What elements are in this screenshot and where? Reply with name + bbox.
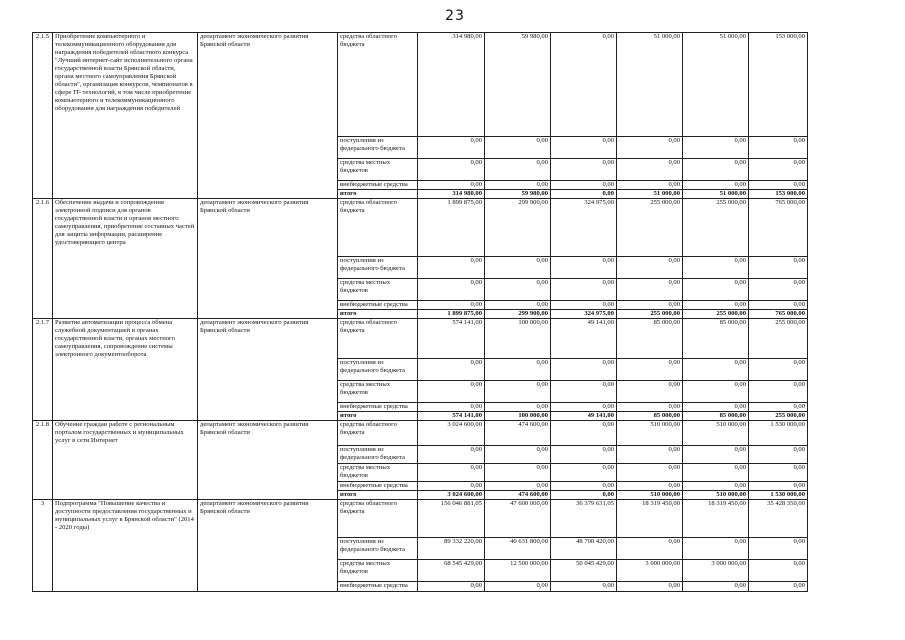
amount-cell: 0,00 [551, 482, 617, 491]
amount-cell: 0,00 [617, 301, 683, 310]
item-name: Развитие автоматизации процесса обмена служебной документацией в органах государственной власти, органах местного самоуправления, сопровождение системы электронного документооборота [53, 319, 198, 421]
funding-source-label: итого [338, 310, 418, 319]
amount-cell: 0,00 [418, 381, 485, 403]
amount-cell: 474 600,00 [485, 421, 551, 446]
amount-cell: 0,00 [418, 137, 485, 159]
amount-cell: 0,00 [551, 137, 617, 159]
amount-cell: 0,00 [418, 301, 485, 310]
amount-cell: 85 000,00 [617, 319, 683, 359]
amount-cell: 0,00 [551, 491, 617, 500]
amount-cell: 0,00 [683, 381, 749, 403]
amount-cell: 0,00 [617, 279, 683, 301]
amount-cell: 510 000,00 [683, 491, 749, 500]
amount-cell: 1 899 875,00 [418, 310, 485, 319]
amount-cell: 85 000,00 [683, 412, 749, 421]
item-number: 2.1.5 [33, 33, 53, 199]
amount-cell: 0,00 [485, 301, 551, 310]
amount-cell: 0,00 [683, 137, 749, 159]
amount-cell: 0,00 [683, 181, 749, 190]
amount-cell: 255 000,00 [683, 199, 749, 257]
amount-cell: 0,00 [617, 359, 683, 381]
amount-cell: 1 530 000,00 [749, 421, 808, 446]
funding-source-label: внебюджетные средства [338, 482, 418, 491]
amount-cell: 510 000,00 [683, 421, 749, 446]
amount-cell: 1 530 000,00 [749, 491, 808, 500]
funding-source-label: поступления из федерального бюджета [338, 359, 418, 381]
budget-table [32, 32, 808, 592]
amount-cell: 0,00 [749, 482, 808, 491]
funding-source-label: средства местных бюджетов [338, 464, 418, 482]
amount-cell: 0,00 [485, 482, 551, 491]
amount-cell: 1 899 875,00 [418, 199, 485, 257]
amount-cell: 51 000,00 [617, 33, 683, 137]
amount-cell: 85 000,00 [683, 319, 749, 359]
amount-cell: 0,00 [485, 464, 551, 482]
amount-cell: 324 975,00 [551, 199, 617, 257]
amount-cell: 0,00 [418, 582, 485, 592]
executor-name: департамент экономического развития Брянской области [198, 319, 338, 421]
amount-cell: 0,00 [418, 159, 485, 181]
amount-cell: 0,00 [485, 359, 551, 381]
funding-source-label: средства областного бюджета [338, 33, 418, 137]
amount-cell: 255 000,00 [683, 310, 749, 319]
table-row [33, 421, 808, 446]
executor-name: департамент экономического развития Брянской области [198, 33, 338, 199]
amount-cell: 0,00 [683, 538, 749, 560]
amount-cell: 48 700 420,00 [551, 538, 617, 560]
table-row [33, 500, 808, 538]
amount-cell: 47 600 000,00 [485, 500, 551, 538]
amount-cell: 0,00 [749, 359, 808, 381]
amount-cell: 68 545 429,00 [418, 560, 485, 582]
amount-cell: 0,00 [683, 257, 749, 279]
amount-cell: 51 000,00 [617, 190, 683, 199]
funding-source-label: поступления из федерального бюджета [338, 538, 418, 560]
amount-cell: 0,00 [749, 301, 808, 310]
amount-cell: 0,00 [551, 301, 617, 310]
amount-cell: 12 500 000,00 [485, 560, 551, 582]
amount-cell: 50 045 429,00 [551, 560, 617, 582]
amount-cell: 0,00 [749, 582, 808, 592]
item-name: Подпрограмма "Повышение качества и доступности предоставления государственных и муниципальных услуг в Брянской области" (2014 - 2020 годы) [53, 500, 198, 592]
amount-cell: 0,00 [617, 538, 683, 560]
amount-cell: 100 000,00 [485, 319, 551, 359]
amount-cell: 0,00 [683, 464, 749, 482]
amount-cell: 0,00 [749, 464, 808, 482]
amount-cell: 0,00 [683, 279, 749, 301]
amount-cell: 314 980,00 [418, 190, 485, 199]
funding-source-label: средства местных бюджетов [338, 381, 418, 403]
item-number: 2.1.8 [33, 421, 53, 500]
amount-cell: 0,00 [617, 137, 683, 159]
funding-source-label: поступления из федерального бюджета [338, 446, 418, 464]
amount-cell: 0,00 [485, 137, 551, 159]
executor-name: департамент экономического развития Брянской области [198, 500, 338, 592]
amount-cell: 574 141,00 [418, 412, 485, 421]
amount-cell: 0,00 [683, 301, 749, 310]
table-row [33, 33, 808, 137]
funding-source-label: итого [338, 412, 418, 421]
amount-cell: 49 141,00 [551, 412, 617, 421]
amount-cell: 18 319 450,00 [617, 500, 683, 538]
funding-source-label: итого [338, 190, 418, 199]
amount-cell: 0,00 [617, 257, 683, 279]
amount-cell: 0,00 [683, 582, 749, 592]
amount-cell: 0,00 [617, 482, 683, 491]
amount-cell: 314 980,00 [418, 33, 485, 137]
item-name: Приобретение компьютерного и телекоммуникационного оборудования для награждения победителей областного конкурса "Лучший интернет-сайт исполнительного органа государственной власти Брянской области, органа местного самоуправления Брянской области", организация конкурсов, чемпионатов в сфере IT- технологий, в том числе приобретение компьютерного и телекоммуникационного оборудования для награждения победителей [53, 33, 198, 199]
item-name: Обучение граждан работе с региональным порталом государственных и муниципальных услуг в сети Интернет [53, 421, 198, 500]
amount-cell: 0,00 [485, 279, 551, 301]
executor-name: департамент экономического развития Брянской области [198, 199, 338, 319]
funding-source-label: итого [338, 491, 418, 500]
funding-source-label: средства областного бюджета [338, 199, 418, 257]
amount-cell: 0,00 [418, 279, 485, 301]
amount-cell: 0,00 [551, 403, 617, 412]
amount-cell: 765 000,00 [749, 310, 808, 319]
funding-source-label: средства областного бюджета [338, 500, 418, 538]
amount-cell: 255 000,00 [749, 412, 808, 421]
funding-source-label: средства областного бюджета [338, 421, 418, 446]
amount-cell: 100 000,00 [485, 412, 551, 421]
amount-cell: 0,00 [551, 381, 617, 403]
funding-source-label: внебюджетные средства [338, 403, 418, 412]
amount-cell: 153 000,00 [749, 33, 808, 137]
amount-cell: 0,00 [551, 159, 617, 181]
amount-cell: 0,00 [749, 403, 808, 412]
amount-cell: 0,00 [418, 403, 485, 412]
amount-cell: 0,00 [749, 257, 808, 279]
amount-cell: 0,00 [683, 359, 749, 381]
amount-cell: 0,00 [551, 181, 617, 190]
table-row [33, 199, 808, 257]
amount-cell: 49 141,00 [551, 319, 617, 359]
amount-cell: 0,00 [418, 464, 485, 482]
amount-cell: 0,00 [551, 464, 617, 482]
amount-cell: 0,00 [749, 181, 808, 190]
amount-cell: 255 000,00 [749, 319, 808, 359]
amount-cell: 0,00 [683, 446, 749, 464]
amount-cell: 0,00 [485, 403, 551, 412]
amount-cell: 0,00 [617, 159, 683, 181]
amount-cell: 510 000,00 [617, 491, 683, 500]
amount-cell: 0,00 [617, 582, 683, 592]
amount-cell: 574 141,00 [418, 319, 485, 359]
amount-cell: 510 000,00 [617, 421, 683, 446]
funding-source-label: средства местных бюджетов [338, 560, 418, 582]
amount-cell: 0,00 [551, 257, 617, 279]
amount-cell: 0,00 [749, 446, 808, 464]
amount-cell: 40 631 800,00 [485, 538, 551, 560]
amount-cell: 299 900,00 [485, 199, 551, 257]
amount-cell: 255 000,00 [617, 199, 683, 257]
amount-cell: 0,00 [749, 159, 808, 181]
table-row [33, 319, 808, 359]
amount-cell: 36 379 631,05 [551, 500, 617, 538]
amount-cell: 0,00 [749, 279, 808, 301]
amount-cell: 153 000,00 [749, 190, 808, 199]
amount-cell: 51 000,00 [683, 190, 749, 199]
amount-cell: 0,00 [551, 446, 617, 464]
amount-cell: 0,00 [749, 538, 808, 560]
amount-cell: 0,00 [418, 482, 485, 491]
funding-source-label: внебюджетные средства [338, 181, 418, 190]
amount-cell: 0,00 [418, 181, 485, 190]
amount-cell: 18 319 450,00 [683, 500, 749, 538]
executor-name: департамент экономического развития Брянской области [198, 421, 338, 500]
amount-cell: 0,00 [551, 33, 617, 137]
amount-cell: 0,00 [617, 464, 683, 482]
amount-cell: 0,00 [551, 359, 617, 381]
amount-cell: 0,00 [749, 137, 808, 159]
amount-cell: 0,00 [551, 582, 617, 592]
amount-cell: 51 000,00 [683, 33, 749, 137]
amount-cell: 0,00 [418, 359, 485, 381]
amount-cell: 59 980,00 [485, 33, 551, 137]
amount-cell: 0,00 [485, 181, 551, 190]
funding-source-label: средства областного бюджета [338, 319, 418, 359]
amount-cell: 474 600,00 [485, 491, 551, 500]
amount-cell: 0,00 [485, 446, 551, 464]
amount-cell: 0,00 [485, 582, 551, 592]
amount-cell: 0,00 [749, 560, 808, 582]
amount-cell: 0,00 [551, 190, 617, 199]
item-number: 3 [33, 500, 53, 592]
amount-cell: 765 000,00 [749, 199, 808, 257]
amount-cell: 156 046 881,05 [418, 500, 485, 538]
amount-cell: 0,00 [617, 181, 683, 190]
amount-cell: 0,00 [617, 446, 683, 464]
funding-source-label: поступления из федерального бюджета [338, 137, 418, 159]
amount-cell: 3 024 600,00 [418, 421, 485, 446]
amount-cell: 0,00 [485, 257, 551, 279]
item-name: Обеспечение выдачи и сопровождения электронной подписи для органов государственной власти и органов местного самоуправления, приобретение составных частей для защиты информации, расширение удостоверяющего центра [53, 199, 198, 319]
amount-cell: 35 428 350,00 [749, 500, 808, 538]
amount-cell: 324 975,00 [551, 310, 617, 319]
amount-cell: 0,00 [485, 381, 551, 403]
amount-cell: 3 000 000,00 [617, 560, 683, 582]
page-number: 23 [445, 8, 465, 24]
funding-source-label: средства местных бюджетов [338, 279, 418, 301]
funding-source-label: внебюджетные средства [338, 582, 418, 592]
amount-cell: 85 000,00 [617, 412, 683, 421]
amount-cell: 0,00 [749, 381, 808, 403]
amount-cell: 3 024 600,00 [418, 491, 485, 500]
amount-cell: 0,00 [683, 159, 749, 181]
amount-cell: 0,00 [683, 403, 749, 412]
amount-cell: 0,00 [617, 381, 683, 403]
item-number: 2.1.7 [33, 319, 53, 421]
amount-cell: 89 332 220,00 [418, 538, 485, 560]
funding-source-label: поступления из федерального бюджета [338, 257, 418, 279]
amount-cell: 0,00 [485, 159, 551, 181]
amount-cell: 0,00 [418, 257, 485, 279]
amount-cell: 255 000,00 [617, 310, 683, 319]
amount-cell: 299 900,00 [485, 310, 551, 319]
amount-cell: 3 000 000,00 [683, 560, 749, 582]
amount-cell: 0,00 [551, 279, 617, 301]
amount-cell: 0,00 [551, 421, 617, 446]
item-number: 2.1.6 [33, 199, 53, 319]
funding-source-label: средства местных бюджетов [338, 159, 418, 181]
amount-cell: 0,00 [617, 403, 683, 412]
amount-cell: 0,00 [683, 482, 749, 491]
amount-cell: 0,00 [418, 446, 485, 464]
funding-source-label: внебюджетные средства [338, 301, 418, 310]
amount-cell: 59 980,00 [485, 190, 551, 199]
